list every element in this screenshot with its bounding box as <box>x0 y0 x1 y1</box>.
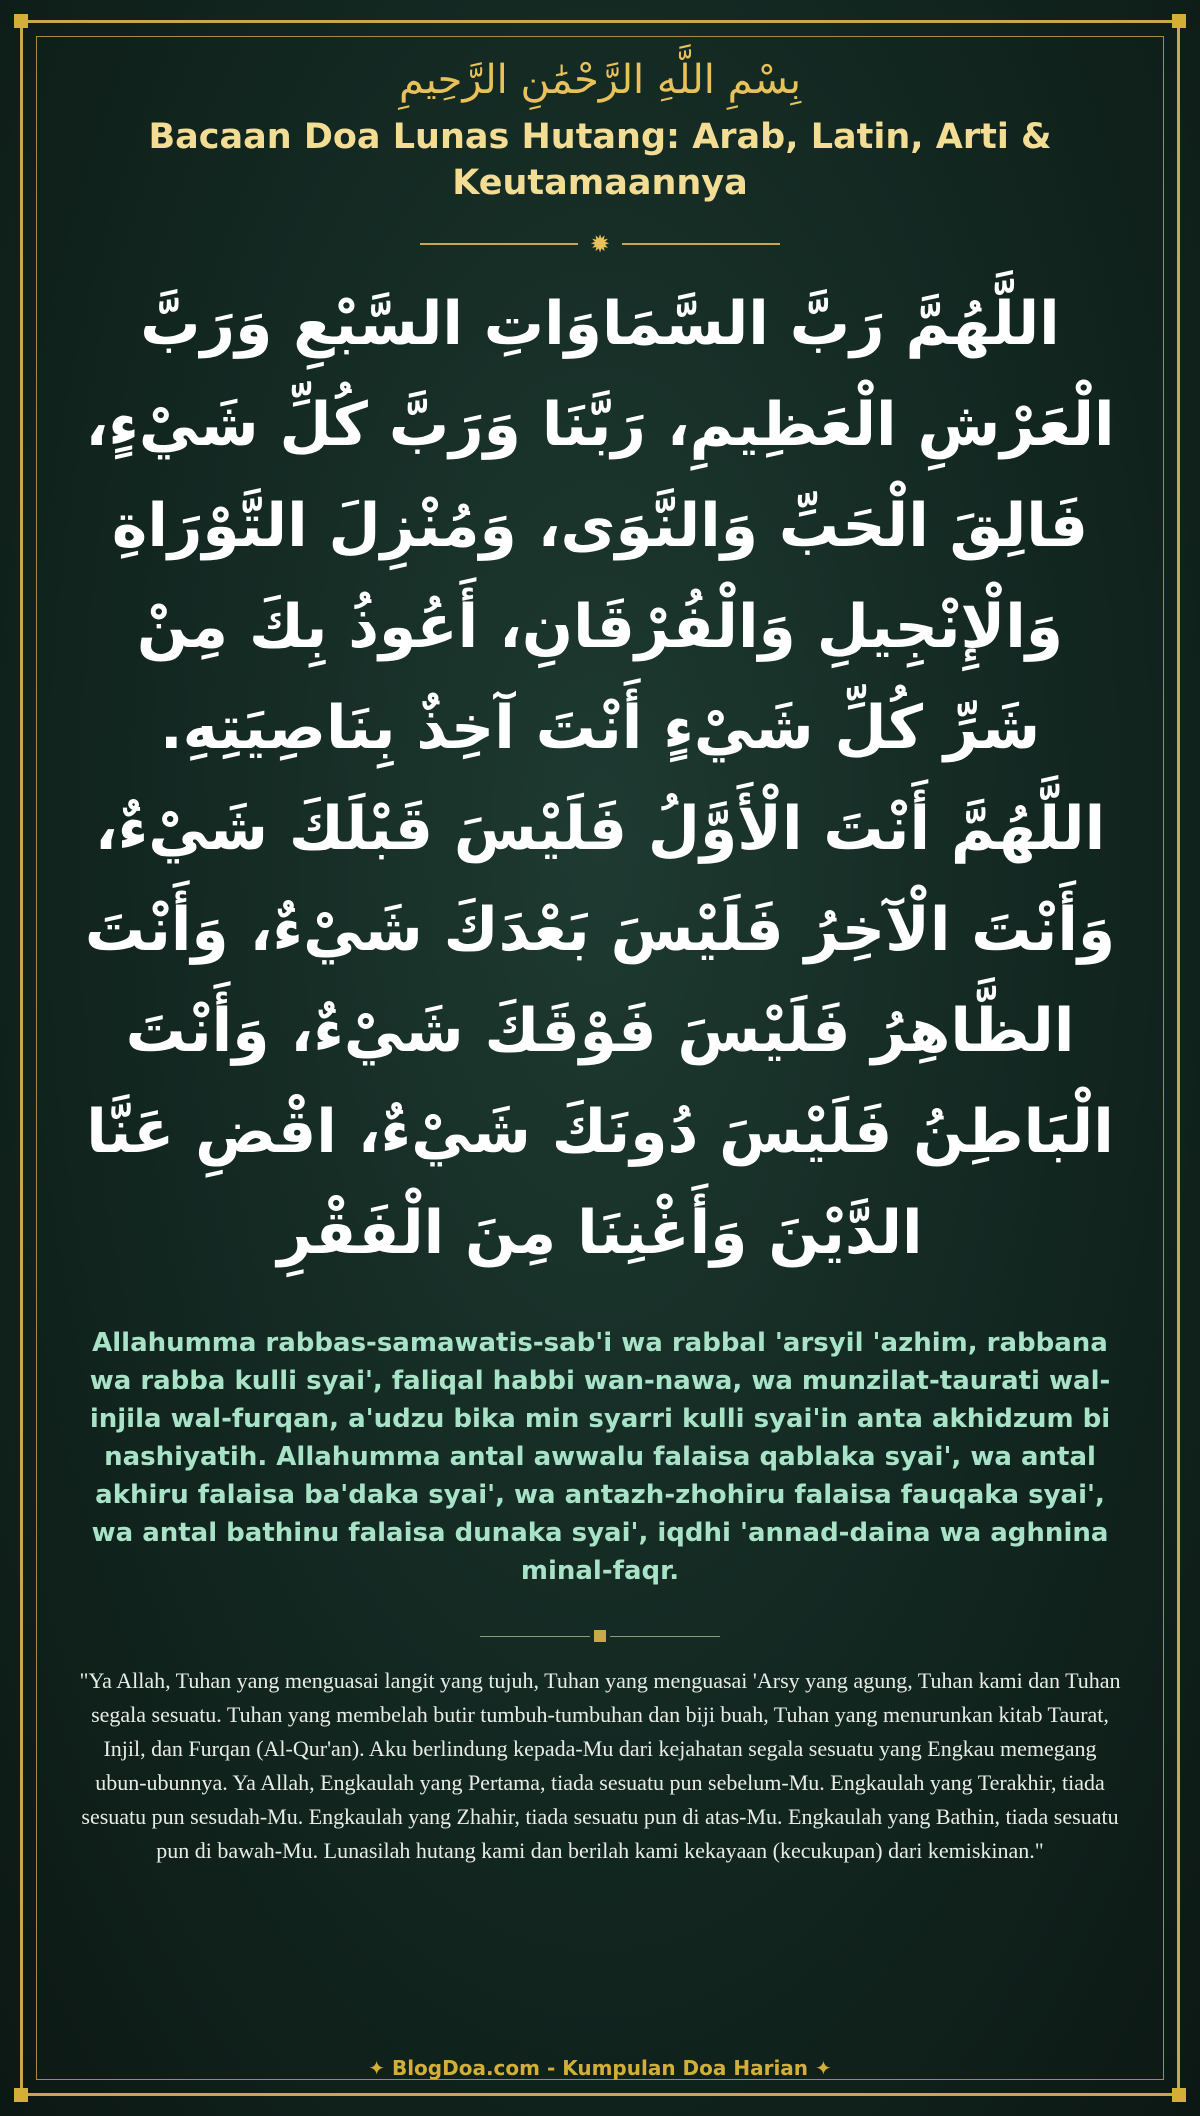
divider-line <box>480 1636 590 1637</box>
bismillah-heading: بِسْمِ اللَّهِ الرَّحْمَٰنِ الرَّحِيمِ <box>398 57 802 103</box>
page-title: Bacaan Doa Lunas Hutang: Arab, Latin, Arti & Keutamaannya <box>148 117 1052 203</box>
divider-line <box>420 243 578 245</box>
latin-transliteration: Allahumma rabbas-samawatis-sab'i wa rabbal 'arsyil 'azhim, rabbana wa rabba kulli syai', faliqal habbi wan-nawa, wa munzilat-taurati wal-injila wal-furqan, a'udzu bika min syarri kulli syai'in anta akhidzum bi nashiyatih. Allahumma antal awwalu falaisa qablaka syai', wa antal akhiru falaisa ba'daka syai', wa antazh-zhohiru falaisa fauqaka syai', wa antal bathinu falaisa dunaka syai', iqdhi 'annad-daina wa aghnina minal-faqr. <box>89 1328 1111 1586</box>
translation-divider <box>480 1630 720 1642</box>
divider-line <box>622 243 780 245</box>
corner-ornament-icon <box>1172 14 1186 28</box>
gold-star-ornament-icon: ✹ <box>589 230 611 258</box>
corner-ornament-icon <box>1172 2088 1186 2102</box>
divider-line <box>610 1636 720 1637</box>
footer-credit: ✦ BlogDoa.com - Kumpulan Doa Harian ✦ <box>368 2056 832 2080</box>
corner-ornament-icon <box>14 14 28 28</box>
corner-ornament-icon <box>14 2088 28 2102</box>
title-divider <box>420 232 780 256</box>
main-content <box>70 50 1130 1868</box>
translation-text: "Ya Allah, Tuhan yang menguasai langit yang tujuh, Tuhan yang menguasai 'Arsy yang agung, Tuhan kami dan Tuhan segala sesuatu. Tuhan yang membelah butir tumbuh-tumbuhan dan biji buah, Tuhan yang menurunkan kitab Taurat, Injil, dan Furqan (Al-Qur'an). Aku berlindung kepada-Mu dari kejahatan segala sesuatu yang Engkau memegang ubun-ubunnya. Ya Allah, Engkaulah yang Pertama, tiada sesuatu pun sebelum-Mu. Engkaulah yang Terakhir, tiada sesuatu pun sesudah-Mu. Engkaulah yang Zhahir, tiada sesuatu pun di atas-Mu. Engkaulah yang Bathin, tiada sesuatu pun di bawah-Mu. Lunasilah hutang kami dan berilah kami kekayaan (kecukupan) dari kemiskinan." <box>79 1668 1121 1863</box>
arabic-prayer-text: اللَّهُمَّ رَبَّ السَّمَاوَاتِ السَّبْعِ وَرَبَّ الْعَرْشِ الْعَظِيمِ، رَبَّنَا وَرَبَّ كُلِّ شَيْءٍ، فَالِقَ الْحَبِّ وَالنَّوَى، وَمُنْزِلَ التَّوْرَاةِ وَالْإِنْجِيلِ وَالْفُرْقَانِ، أَعُوذُ بِكَ مِنْ شَرِّ كُلِّ شَيْءٍ أَنْتَ آخِذٌ بِنَاصِيَتِهِ. اللَّهُمَّ أَنْتَ الْأَوَّلُ فَلَيْسَ قَبْلَكَ شَيْءٌ، وَأَنْتَ الْآخِرُ فَلَيْسَ بَعْدَكَ شَيْءٌ، وَأَنْتَ الظَّاهِرُ فَلَيْسَ فَوْقَكَ شَيْءٌ، وَأَنْتَ الْبَاطِنُ فَلَيْسَ دُونَكَ شَيْءٌ، اقْضِ عَنَّا الدَّيْنَ وَأَغْنِنَا مِنَ الْفَقْرِ <box>84 289 1116 1268</box>
gold-square-ornament-icon <box>594 1630 606 1642</box>
